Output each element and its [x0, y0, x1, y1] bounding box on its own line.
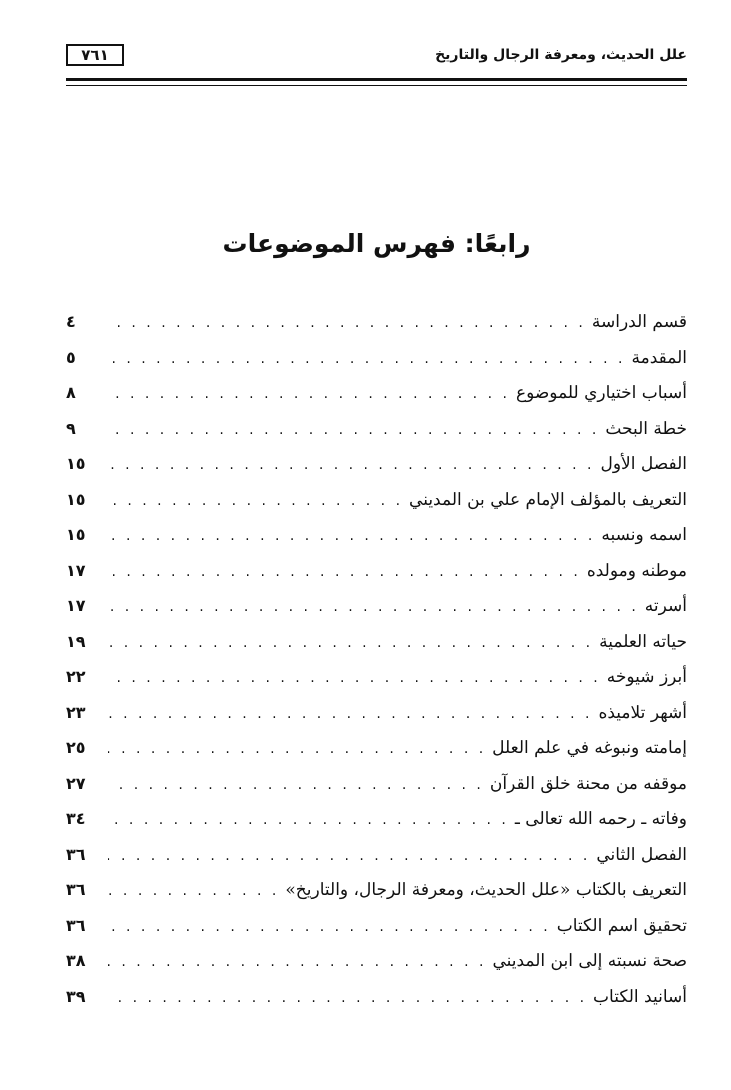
toc-entry — [66, 908, 687, 944]
dot-leader — [108, 768, 484, 804]
toc-entry — [66, 375, 687, 411]
toc-entry — [66, 730, 687, 766]
toc-entry-page: ٢٣ — [66, 702, 86, 722]
toc-entry — [66, 766, 687, 802]
toc-entry — [66, 659, 687, 695]
toc-entry — [66, 553, 687, 589]
toc-entry — [66, 801, 687, 837]
toc-entry-page: ١٥ — [66, 489, 86, 509]
toc-entry-page: ١٥ — [66, 454, 86, 473]
dot-leader — [108, 910, 551, 946]
toc-entry-label: وفاته ـ رحمه الله تعالى ـ — [514, 809, 687, 829]
toc-entry — [66, 517, 687, 553]
header-rule-thick — [66, 78, 687, 81]
toc-entry-page: ١٧ — [66, 560, 86, 580]
toc-entry-label: أشهر تلاميذه — [598, 702, 687, 723]
page-number: ٧٦١ — [66, 44, 124, 66]
toc-entry-label: خطة البحث — [605, 418, 687, 439]
dot-leader — [108, 945, 486, 981]
dot-leader — [108, 555, 581, 591]
toc-entry-label: قسم الدراسة — [591, 312, 687, 332]
toc-entry-label: أسرته — [644, 596, 687, 616]
toc-entry-label: أبرز شيوخه — [606, 667, 687, 687]
toc-entry — [66, 624, 687, 660]
toc-entry-page: ٣٨ — [66, 951, 86, 970]
toc-entry-label: موقفه من محنة خلق القرآن — [489, 773, 687, 794]
toc-entry-label: حياته العلمية — [599, 631, 687, 652]
toc-entry — [66, 695, 687, 731]
toc-entry-page: ٨ — [66, 383, 76, 402]
toc-entry — [66, 979, 687, 1015]
toc-entry-label: اسمه ونسبه — [601, 525, 687, 545]
toc-entry-page: ٣٤ — [66, 809, 86, 828]
toc-entry — [66, 482, 687, 518]
dot-leader — [108, 661, 601, 697]
dot-leader — [108, 874, 279, 910]
toc-entry-label: أسانيد الكتاب — [593, 986, 687, 1007]
toc-entry-label: الفصل الثاني — [596, 844, 687, 865]
toc-entry-page: ١٧ — [66, 596, 86, 615]
toc-entry-page: ٣٩ — [66, 986, 86, 1006]
toc-entry — [66, 304, 687, 340]
toc-entry — [66, 446, 687, 482]
table-of-contents — [66, 304, 687, 1014]
toc-entry-label: التعريف بالكتاب «علل الحديث، ومعرفة الرجال، والتاريخ» — [285, 880, 687, 900]
toc-entry-page: ٤ — [66, 312, 76, 331]
toc-entry-page: ٢٥ — [66, 738, 86, 757]
dot-leader — [108, 839, 590, 875]
toc-entry — [66, 872, 687, 908]
toc-entry-label: أسباب اختياري للموضوع — [515, 383, 687, 403]
toc-entry — [66, 340, 687, 376]
dot-leader — [108, 448, 594, 484]
toc-entry-page: ٢٢ — [66, 667, 86, 686]
toc-entry-label: إمامته ونبوغه في علم العلل — [492, 738, 687, 758]
running-title: علل الحديث، ومعرفة الرجال والتاريخ — [435, 47, 687, 63]
toc-entry-page: ٣٦ — [66, 844, 86, 864]
dot-leader — [108, 981, 587, 1017]
toc-entry — [66, 588, 687, 624]
toc-entry — [66, 837, 687, 873]
toc-entry-page: ١٩ — [66, 631, 86, 651]
section-title: رابعًا: فهرس الموضوعات — [222, 229, 531, 258]
toc-entry-page: ٩ — [66, 418, 76, 438]
dot-leader — [108, 306, 586, 342]
dot-leader — [108, 732, 486, 768]
dot-leader — [108, 803, 509, 839]
toc-entry-label: التعريف بالمؤلف الإمام علي بن المديني — [409, 489, 687, 510]
toc-entry-label: تحقيق اسم الكتاب — [556, 915, 687, 936]
dot-leader — [108, 413, 599, 449]
toc-entry — [66, 943, 687, 979]
dot-leader — [108, 342, 626, 378]
toc-entry-label: الفصل الأول — [600, 454, 687, 474]
dot-leader — [108, 590, 639, 626]
toc-entry-label: صحة نسبته إلى ابن المديني — [492, 951, 687, 971]
toc-entry — [66, 411, 687, 447]
toc-entry-label: موطنه ومولده — [586, 560, 687, 581]
toc-entry-page: ٣٦ — [66, 880, 86, 899]
toc-entry-page: ٢٧ — [66, 773, 86, 793]
toc-entry-page: ٥ — [66, 347, 76, 367]
dot-leader — [108, 626, 593, 662]
page-header — [66, 44, 687, 70]
dot-leader — [108, 519, 595, 555]
header-rule-thin — [66, 85, 687, 86]
dot-leader — [108, 484, 403, 520]
toc-entry-page: ١٥ — [66, 525, 86, 544]
toc-entry-page: ٣٦ — [66, 915, 86, 935]
dot-leader — [108, 377, 510, 413]
toc-entry-label: المقدمة — [631, 347, 687, 368]
dot-leader — [108, 697, 592, 733]
